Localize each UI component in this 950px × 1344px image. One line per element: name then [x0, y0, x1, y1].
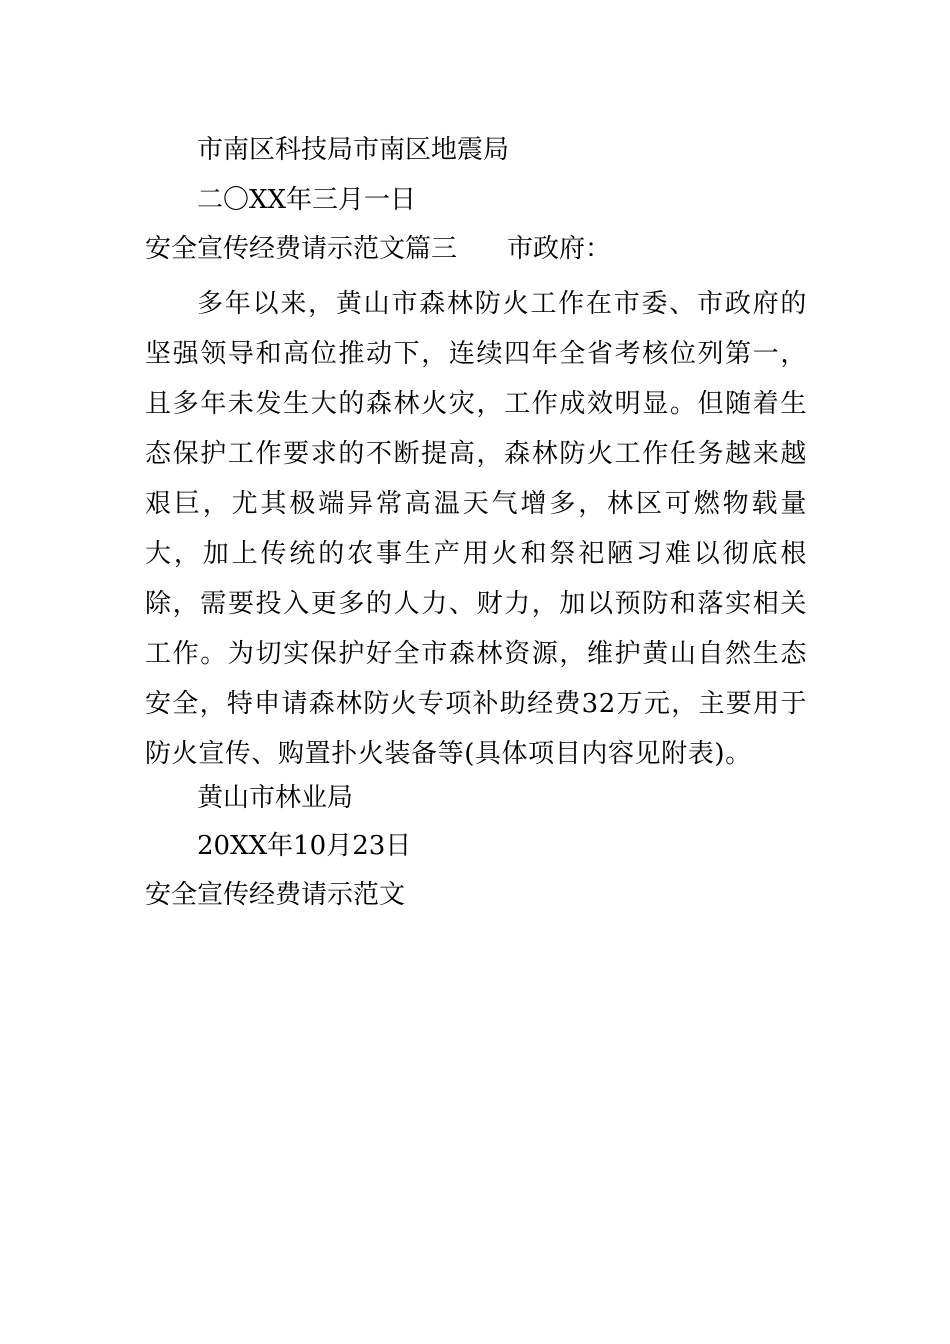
- signature: 黄山市林业局: [197, 783, 354, 813]
- addressee: 市政府：: [507, 234, 612, 264]
- signature-date: 20XX年10月23日: [197, 831, 412, 861]
- sender-line: 市南区科技局市南区地震局: [197, 135, 510, 165]
- date-line: 二〇XX年三月一日: [197, 185, 417, 215]
- footer-title: 安全宣传经费请示范文: [145, 880, 406, 910]
- section-heading: 安全宣传经费请示范文篇三: [145, 234, 458, 264]
- section-heading-row: [145, 233, 611, 265]
- body-paragraph: 多年以来，黄山市森林防火工作在市委、市政府的坚强领导和高位推动下，连续四年全省考核位列第一，且多年未发生大的森林火灾，工作成效明显。但随着生态保护工作要求的不断提高，森林防火工作任务越来越艰巨，尤其极端异常高温天气增多，林区可燃物载量大，加上传统的农事生产用火和祭祀陋习难以彻底根除，需要投入更多的人力、财力，加以预防和落实相关工作。为切实保护好全市森林资源，维护黄山自然生态安全，特申请森林防火专项补助经费32万元，主要用于防火宣传、购置扑火装备等(具体项目内容见附表)。: [145, 289, 807, 769]
